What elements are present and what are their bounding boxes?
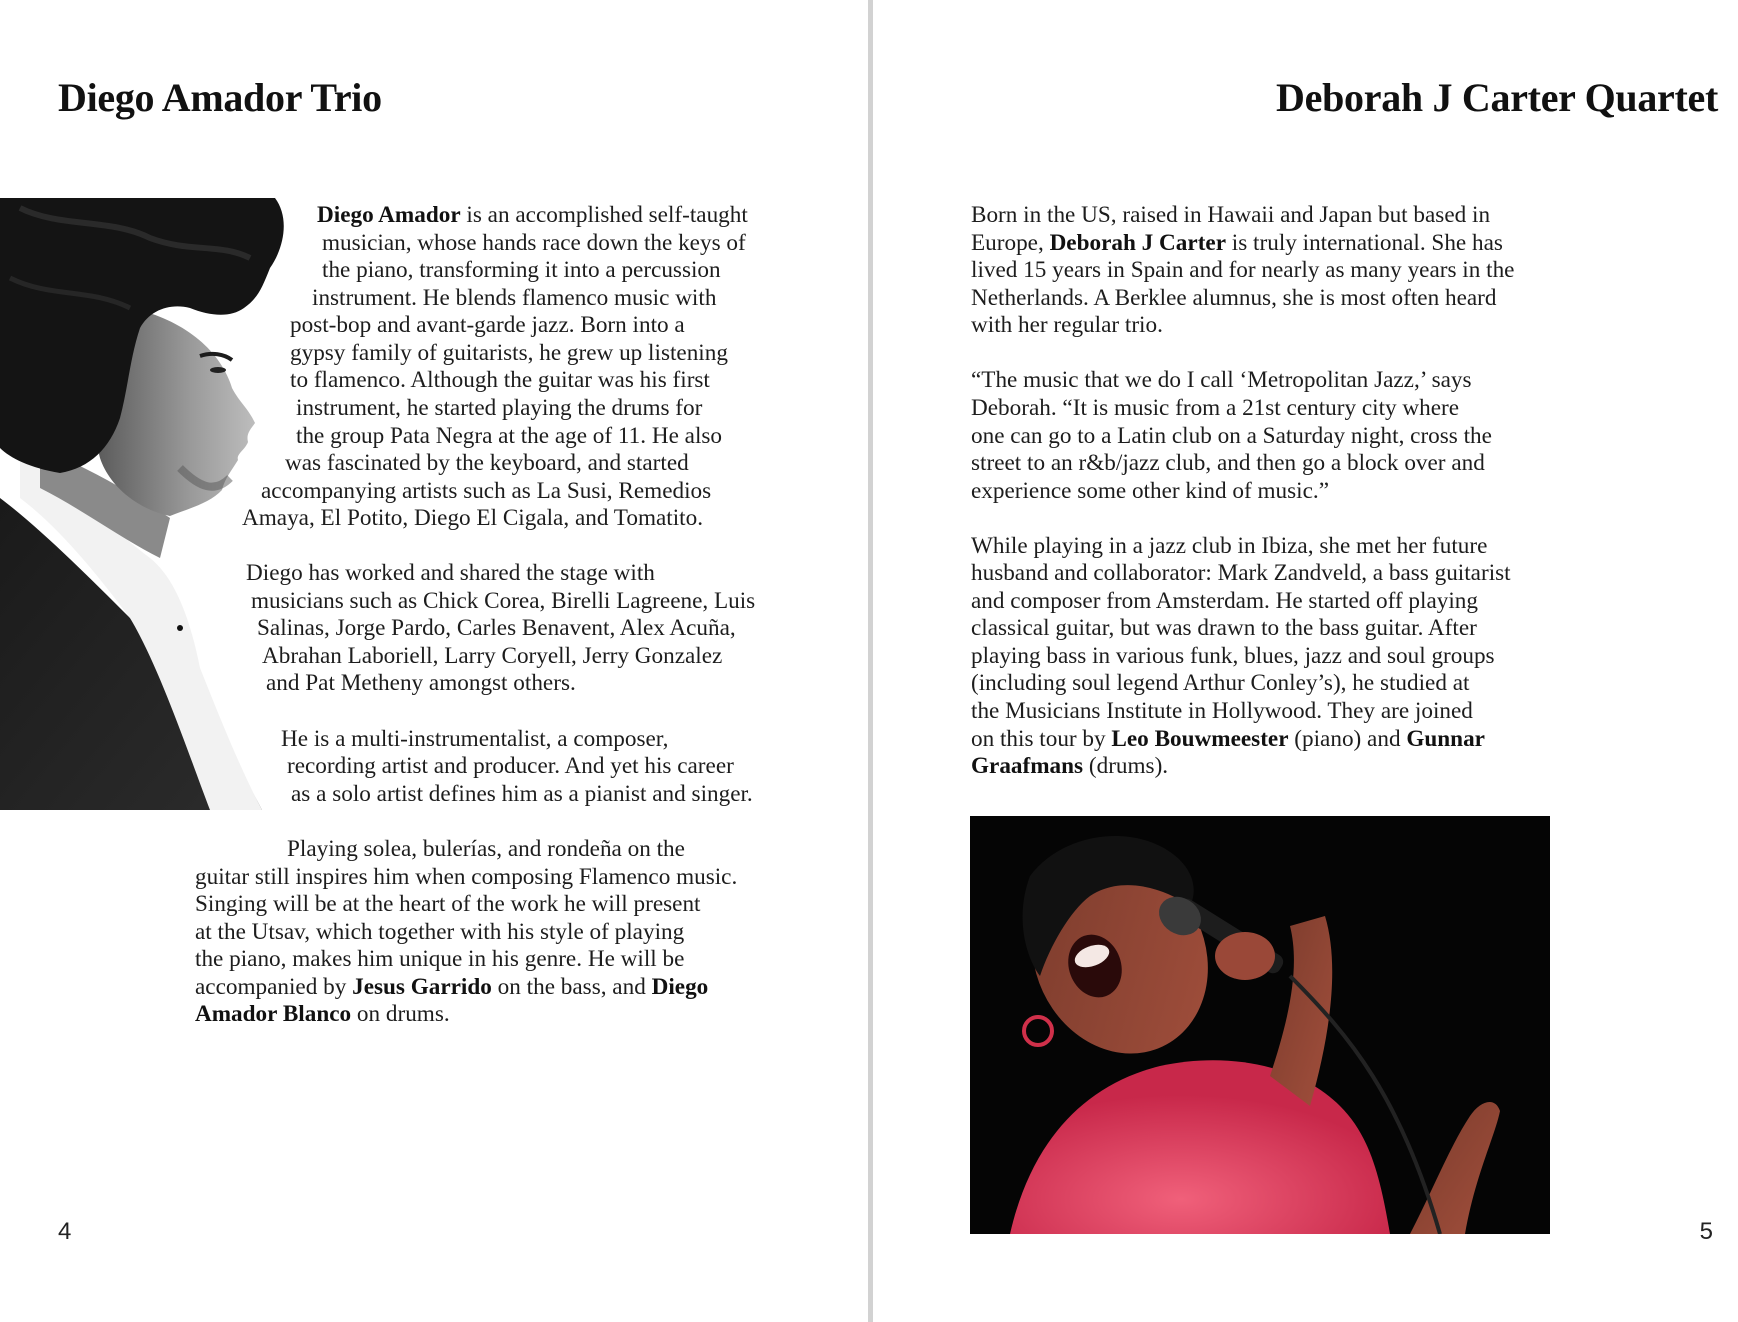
text-line: the group Pata Negra at the age of 11. He also xyxy=(296,423,723,449)
text-line: “The music that we do I call ‘Metropolitan Jazz,’ says xyxy=(971,367,1472,393)
right-page xyxy=(873,0,1738,1322)
text-line: Europe, Deborah J Carter is truly international. She has xyxy=(971,230,1503,256)
text-line: (including soul legend Arthur Conley’s), he studied at xyxy=(971,670,1470,696)
deborah-j-carter-photo xyxy=(970,816,1550,1234)
text-line: Salinas, Jorge Pardo, Carles Benavent, Alex Acuña, xyxy=(257,615,736,641)
page-number-right: 5 xyxy=(1699,1218,1713,1245)
text-line: street to an r&b/jazz club, and then go a block over and xyxy=(971,450,1485,476)
text-line: guitar still inspires him when composing Flamenco music. xyxy=(195,864,738,890)
text-line: the piano, makes him unique in his genre. He will be xyxy=(195,946,685,972)
text-line: Diego Amador is an accomplished self-taught xyxy=(317,202,748,228)
text-line: experience some other kind of music.” xyxy=(971,478,1329,504)
diego-amador-portrait xyxy=(0,198,285,810)
text-line: on this tour by Leo Bouwmeester (piano) and Gunnar xyxy=(971,726,1485,752)
text-line: accompanying artists such as La Susi, Remedios xyxy=(261,478,712,504)
text-line: Abrahan Laboriell, Larry Coryell, Jerry Gonzalez xyxy=(262,643,723,669)
text-line: Deborah. “It is music from a 21st century city where xyxy=(971,395,1460,421)
text-line: Amaya, El Potito, Diego El Cigala, and Tomatito. xyxy=(242,505,703,531)
text-line: Amador Blanco on drums. xyxy=(195,1001,450,1027)
text-line: He is a multi-instrumentalist, a composer, xyxy=(281,726,669,752)
text-line: Netherlands. A Berklee alumnus, she is most often heard xyxy=(971,285,1497,311)
text-line: to flamenco. Although the guitar was his first xyxy=(290,367,710,393)
text-line: Diego has worked and shared the stage with xyxy=(246,560,655,586)
text-line: musicians such as Chick Corea, Birelli Lagreene, Luis xyxy=(251,588,756,614)
text-line: Singing will be at the heart of the work he will present xyxy=(195,891,701,917)
text-line: lived 15 years in Spain and for nearly as many years in the xyxy=(971,257,1515,283)
text-line: accompanied by Jesus Garrido on the bass, and Diego xyxy=(195,974,709,1000)
text-line: Playing solea, bulerías, and rondeña on the xyxy=(287,836,685,862)
text-line: the piano, transforming it into a percussion xyxy=(322,257,721,283)
text-line: instrument. He blends flamenco music with xyxy=(312,285,717,311)
text-line: husband and collaborator: Mark Zandveld, a bass guitarist xyxy=(971,560,1511,586)
text-line: Graafmans (drums). xyxy=(971,753,1169,779)
text-line: classical guitar, but was drawn to the bass guitar. After xyxy=(971,615,1477,641)
text-line: with her regular trio. xyxy=(971,312,1163,338)
text-line: the Musicians Institute in Hollywood. They are joined xyxy=(971,698,1473,724)
left-page xyxy=(0,0,868,1322)
text-line: post-bop and avant-garde jazz. Born into a xyxy=(290,312,685,338)
text-line: instrument, he started playing the drums for xyxy=(296,395,703,421)
page-number-left: 4 xyxy=(58,1218,72,1245)
text-line: was fascinated by the keyboard, and started xyxy=(285,450,689,476)
text-line: Born in the US, raised in Hawaii and Japan but based in xyxy=(971,202,1491,228)
text-line: gypsy family of guitarists, he grew up listening xyxy=(290,340,728,366)
left-page-title: Diego Amador Trio xyxy=(58,75,382,120)
text-line: and composer from Amsterdam. He started off playing xyxy=(971,588,1478,614)
text-line: and Pat Metheny amongst others. xyxy=(266,670,576,696)
text-line: While playing in a jazz club in Ibiza, she met her future xyxy=(971,533,1488,559)
text-line: musician, whose hands race down the keys of xyxy=(322,230,746,256)
text-line: playing bass in various funk, blues, jazz and soul groups xyxy=(971,643,1495,669)
right-page-title: Deborah J Carter Quartet xyxy=(1276,75,1718,120)
text-line: recording artist and producer. And yet his career xyxy=(287,753,734,779)
text-line: at the Utsav, which together with his style of playing xyxy=(195,919,685,945)
text-line: as a solo artist defines him as a pianist and singer. xyxy=(291,781,753,807)
text-line: one can go to a Latin club on a Saturday night, cross the xyxy=(971,423,1492,449)
